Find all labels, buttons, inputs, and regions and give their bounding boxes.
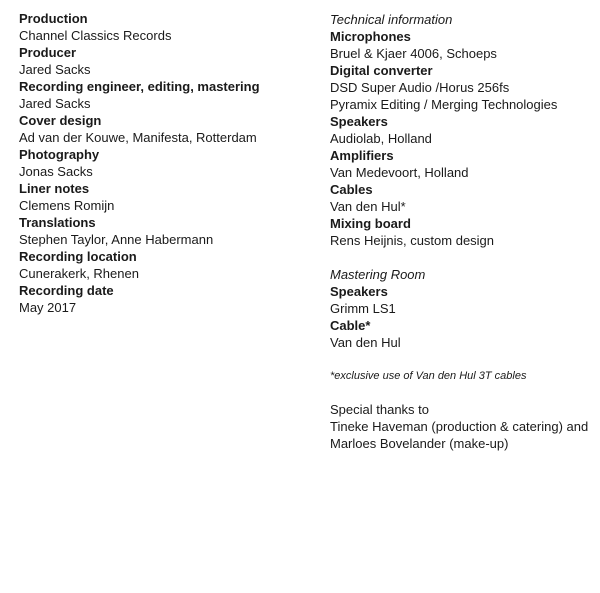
credit-role: Recording engineer, editing, mastering [19, 79, 260, 94]
mastering-heading: Mastering Room [330, 267, 426, 282]
special-thanks [330, 401, 595, 452]
credit-production [19, 10, 309, 44]
credit-photography [19, 146, 309, 180]
credit-recording-engineer [19, 78, 309, 112]
tech-mixing-board [330, 215, 595, 249]
credit-value: Cunerakerk, Rhenen [19, 266, 139, 281]
tech-label: Microphones [330, 29, 411, 44]
mastering-cable [330, 317, 595, 351]
tech-microphones [330, 28, 595, 62]
technical-heading: Technical information [330, 12, 453, 27]
tech-value: Van Medevoort, Holland [330, 165, 469, 180]
tech-value: Audiolab, Holland [330, 131, 432, 146]
tech-label: Speakers [330, 284, 388, 299]
credit-value: Jared Sacks [19, 96, 91, 111]
credit-translations [19, 214, 309, 248]
credit-role: Liner notes [19, 181, 90, 196]
credit-cover-design [19, 112, 309, 146]
tech-cables [330, 181, 595, 215]
credit-value: Channel Classics Records [19, 28, 172, 43]
tech-speakers [330, 113, 595, 147]
tech-value: Grimm LS1 [330, 301, 396, 316]
thanks-line: Special thanks to [330, 402, 430, 417]
tech-label: Cables [330, 182, 373, 197]
tech-value: Rens Heijnis, custom design [330, 233, 495, 248]
tech-label: Digital converter [330, 63, 433, 78]
credit-role: Photography [19, 147, 100, 162]
tech-value: Van den Hul [330, 335, 401, 350]
credit-value: Jared Sacks [19, 62, 91, 77]
mastering-speakers [330, 283, 595, 317]
credit-role: Translations [19, 215, 96, 230]
credit-role: Cover design [19, 113, 102, 128]
tech-label: Mixing board [330, 216, 411, 231]
credit-liner-notes [19, 180, 309, 214]
credit-role: Production [19, 11, 88, 26]
credit-value: Stephen Taylor, Anne Habermann [19, 232, 214, 247]
tech-amplifiers [330, 147, 595, 181]
credit-value: Ad van der Kouwe, Manifesta, Rotterdam [19, 130, 257, 145]
credits-column [19, 10, 309, 316]
credit-value: Clemens Romijn [19, 198, 115, 213]
credit-role: Recording location [19, 249, 137, 264]
tech-label: Speakers [330, 114, 388, 129]
credit-value: Jonas Sacks [19, 164, 93, 179]
credit-value: May 2017 [19, 300, 77, 315]
tech-label: Cable* [330, 318, 371, 333]
tech-value: DSD Super Audio /Horus 256fs [330, 80, 510, 95]
credit-role: Recording date [19, 283, 114, 298]
tech-digital-converter [330, 62, 595, 113]
tech-value: Pyramix Editing / Merging Technologies [330, 97, 558, 112]
tech-label: Amplifiers [330, 148, 394, 163]
credit-producer [19, 44, 309, 78]
tech-value: Van den Hul* [330, 199, 406, 214]
thanks-line: Marloes Bovelander (make-up) [330, 436, 509, 451]
thanks-line: Tineke Haveman (production & catering) and [330, 419, 589, 434]
tech-value: Bruel & Kjaer 4006, Schoeps [330, 46, 497, 61]
credit-role: Producer [19, 45, 77, 60]
credit-recording-location [19, 248, 309, 282]
cable-footnote: *exclusive use of Van den Hul 3T cables [330, 370, 527, 382]
technical-column [330, 11, 595, 452]
credit-recording-date [19, 282, 309, 316]
